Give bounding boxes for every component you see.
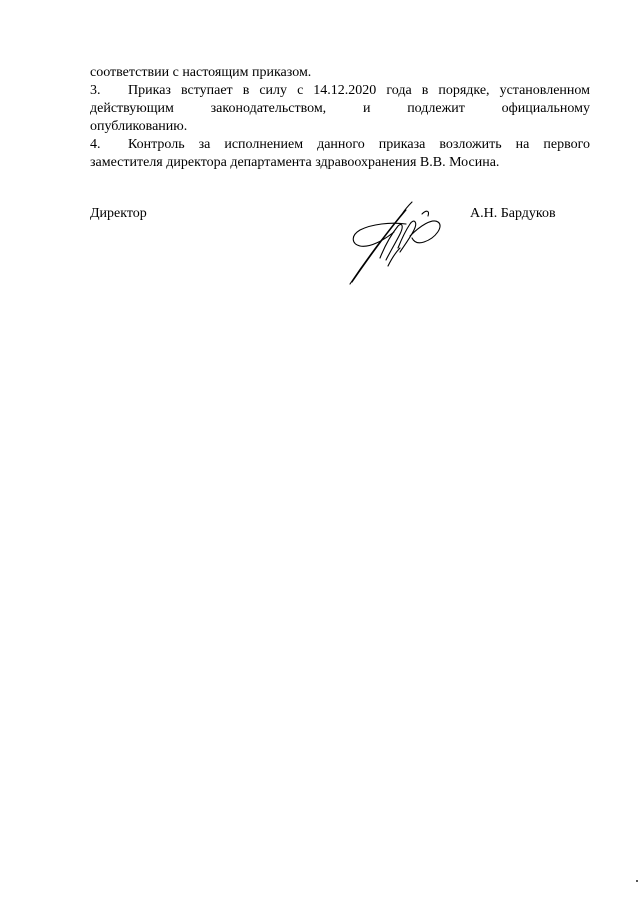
item-4-line-2: заместителя директора департамента здравоохранения В.В. Мосина. [90,155,500,170]
item-4-line-1: Контроль за исполнением данного приказа возложить на первого [128,137,590,152]
paragraph-2-tail: соответствии с настоящим приказом. [90,65,312,80]
item-3-line-3: опубликованию. [90,119,188,134]
item-3-word: подлежит [407,101,465,116]
item-4-number: 4. [90,137,101,152]
item-3-number: 3. [90,83,101,98]
scan-artifact [636,880,638,882]
item-3-line-2 [90,100,590,118]
handwritten-signature [340,196,450,288]
signatory-title: Директор [90,206,147,221]
item-3-word: официальному [501,101,590,116]
signatory-name: А.Н. Бардуков [470,206,556,221]
item-3-word: законодательством, [210,101,327,116]
item-3-word: действующим [90,101,174,116]
item-3-word: и [362,101,371,116]
item-3-line-1: Приказ вступает в силу с 14.12.2020 года в порядке, установленном [128,83,590,98]
